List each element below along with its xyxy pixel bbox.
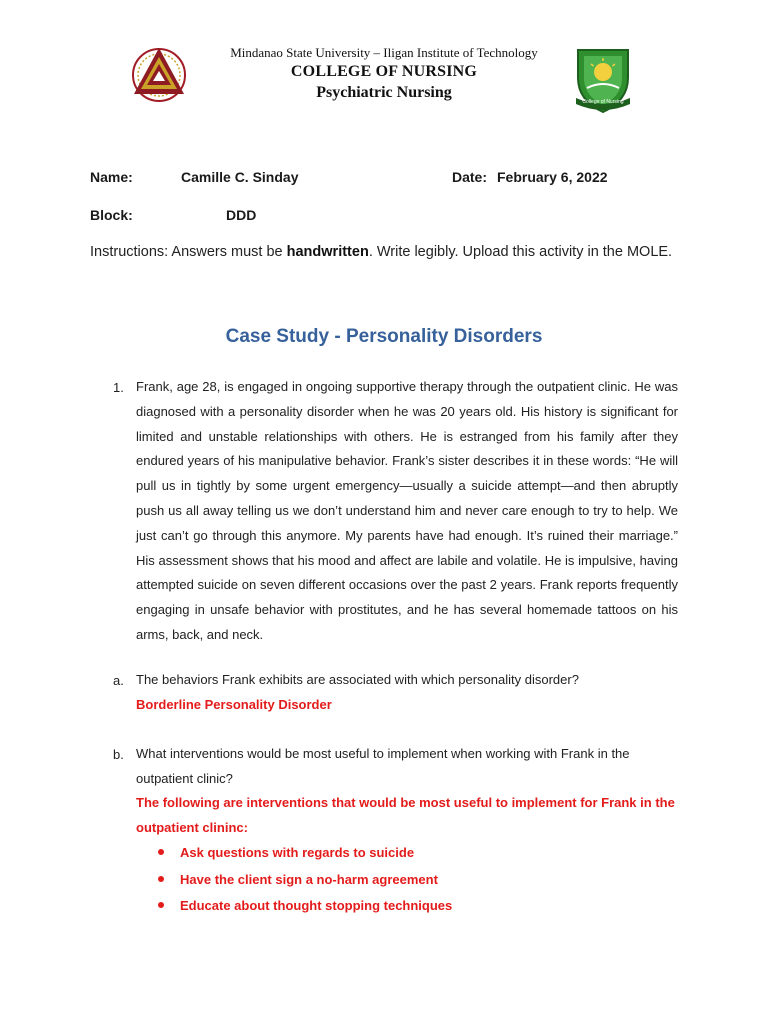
intervention-text: Ask questions with regards to suicide	[180, 845, 415, 860]
instructions-suffix: . Write legibly. Upload this activity in the MOLE.	[368, 244, 673, 260]
date-label: Date:	[452, 169, 488, 185]
bullet-icon	[158, 876, 164, 882]
question-b-answer-intro: The following are interventions that would be most useful to implement for Frank in the outpatient clininc:	[136, 795, 675, 835]
case-study-title: Case Study - Personality Disorders	[225, 326, 543, 347]
case-text: Frank, age 28, is engaged in ongoing supportive therapy through the outpatient clinic. He was diagnosed with a personality disorder when he was 20 years old. His history is significant for limited and unstable relationships with others. He is estranged from his family after they endured years of his manipulative behavior. Frank’s sister describes it in these words: “He will pull us in tightly by some urgent emergency—usually a suicide attempt—and then abruptly push us all away telling us we don’t understand him and never care enough to try to help. We just can’t go through this anymore. My parents have had enough. It’s ruined their marriage.” His assessment shows that his mood and affect are labile and volatile. He is impulsive, having attempted suicide on seven different occasions over the past 2 years. Frank reports frequently engaging in unsafe behavior with prostitutes, and he has several homemade tattoos on his arms, back, and neck.	[136, 379, 678, 642]
question-b	[136, 742, 681, 840]
instructions-emphasis: handwritten	[286, 244, 369, 260]
bullet-icon	[158, 902, 164, 908]
bullet-icon	[158, 849, 164, 855]
list-item	[158, 840, 452, 867]
question-a	[136, 668, 681, 717]
college-logo-text: College of Nursing	[582, 99, 624, 105]
university-name: Mindanao State University – Iligan Institute of Technology	[230, 45, 538, 60]
question-b-letter: b.	[113, 747, 124, 762]
case-number: 1.	[113, 380, 124, 395]
question-a-answer: Borderline Personality Disorder	[136, 696, 332, 712]
question-a-letter: a.	[113, 673, 124, 688]
name-value: Camille C. Sinday	[181, 169, 299, 185]
block-value: DDD	[226, 207, 257, 223]
intervention-text: Educate about thought stopping techniques	[180, 898, 453, 913]
question-a-text: The behaviors Frank exhibits are associated with which personality disorder?	[136, 672, 579, 687]
department-name: Psychiatric Nursing	[316, 84, 452, 101]
instructions	[90, 234, 680, 270]
document-header	[0, 44, 768, 103]
list-item	[158, 893, 452, 920]
university-logo-icon	[131, 42, 187, 104]
date-value: February 6, 2022	[497, 169, 608, 185]
block-label: Block:	[90, 207, 133, 223]
college-logo-icon	[572, 44, 634, 114]
intervention-text: Have the client sign a no-harm agreement	[180, 871, 438, 887]
college-name: COLLEGE OF NURSING	[290, 63, 478, 80]
name-label: Name:	[90, 169, 133, 185]
question-b-text: What interventions would be most useful to implement when working with Frank in the outpatient clinic?	[136, 746, 630, 786]
list-item	[158, 867, 452, 894]
instructions-prefix: Instructions: Answers must be	[90, 244, 287, 260]
interventions-list	[158, 840, 452, 920]
